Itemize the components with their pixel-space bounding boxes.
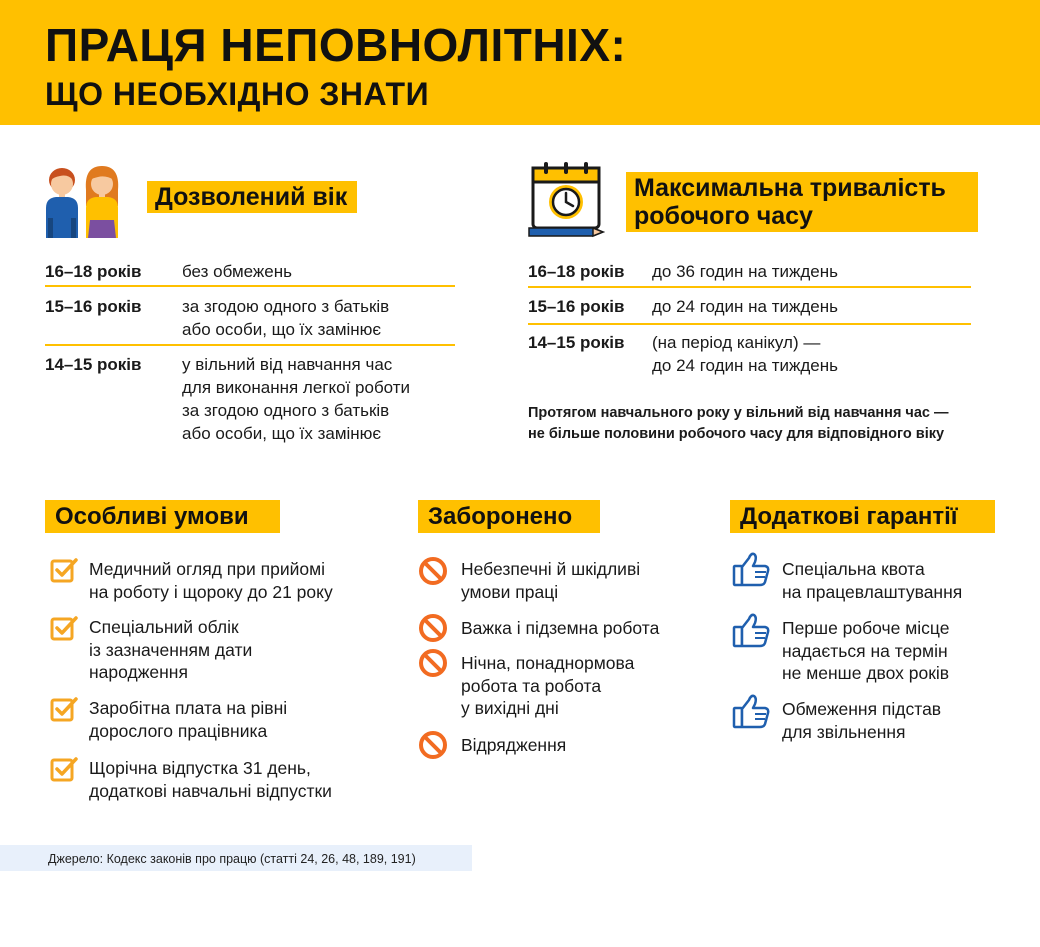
age-range: 16–18 років (528, 262, 625, 281)
page-subtitle: ЩО НЕОБХІДНО ЗНАТИ (45, 76, 430, 112)
list-item: Щорічна відпустка 31 день, додаткові навчальні відпустки (89, 758, 332, 801)
checkbox-icon (50, 696, 78, 727)
school-year-note: Протягом навчального року у вільний від навчання час — не більше половини робочого часу для відповідного віку (528, 405, 949, 442)
prohibited-icon (418, 613, 448, 648)
hours-limit: (на період канікул) — до 24 годин на тиждень (652, 333, 839, 375)
page-title: ПРАЦЯ НЕПОВНОЛІТНІХ: (45, 19, 627, 71)
checkbox-icon (50, 615, 78, 646)
heading-line: робочого часу (634, 202, 813, 230)
age-condition: без обмежень (182, 262, 292, 281)
calendar-clock-icon (527, 160, 607, 240)
age-range: 14–15 років (45, 355, 142, 374)
age-range: 16–18 років (45, 262, 142, 281)
checkbox-icon (50, 557, 78, 588)
divider (528, 286, 971, 288)
divider (528, 323, 971, 325)
prohibited-icon (418, 730, 448, 765)
list-item: Обмеження підстав для звільнення (782, 699, 942, 742)
list-item: Заробітна плата на рівні дорослого працівника (89, 698, 288, 741)
age-condition: за згодою одного з батьків або особи, що їх замінює (182, 297, 390, 339)
age-row (45, 353, 465, 445)
list-item: Спеціальна квота на працевлаштування (782, 559, 963, 602)
list-item: Важка і підземна робота (461, 618, 660, 638)
children-icon (42, 160, 122, 240)
section-heading-special-conditions: Особливі умови (45, 500, 280, 533)
age-row (45, 295, 465, 341)
age-range: 15–16 років (45, 297, 142, 316)
age-condition: у вільний від навчання час для виконання легкої роботи за згодою одного з батьків або особи, що їх замінює (182, 355, 411, 443)
hours-limit: до 36 годин на тиждень (652, 262, 839, 281)
hours-row (528, 295, 978, 319)
list-item: Медичний огляд при прийомі на роботу і щороку до 21 року (89, 559, 333, 602)
section-heading-allowed-age: Дозволений вік (147, 181, 357, 213)
list-item: Небезпечні й шкідливі умови праці (461, 559, 641, 602)
thumbs-up-icon (732, 551, 770, 592)
thumbs-up-icon (732, 693, 770, 734)
hours-row (528, 331, 978, 379)
prohibited-icon (418, 556, 448, 591)
age-row (45, 260, 465, 284)
list-item: Спеціальний облік із зазначенням дати народження (89, 617, 253, 682)
section-heading-guarantees: Додаткові гарантії (730, 500, 995, 533)
divider (45, 344, 455, 346)
age-range: 15–16 років (528, 297, 625, 316)
section-heading-prohibited: Заборонено (418, 500, 600, 533)
list-item: Нічна, понаднормова робота та робота у вихідні дні (461, 653, 635, 718)
header-banner (0, 0, 1040, 125)
checkbox-icon (50, 756, 78, 787)
hours-limit: до 24 годин на тиждень (652, 297, 839, 316)
divider (45, 285, 455, 287)
hours-row (528, 260, 978, 284)
section-heading-max-hours (626, 172, 978, 232)
thumbs-up-icon (732, 612, 770, 653)
list-item: Перше робоче місце надається на термін не менше двох років (782, 618, 950, 683)
source-note: Джерело: Кодекс законів про працю (статті 24, 26, 48, 189, 191) (0, 845, 472, 871)
list-item: Відрядження (461, 735, 567, 755)
age-range: 14–15 років (528, 333, 625, 352)
heading-line: Максимальна тривалість (634, 174, 946, 202)
prohibited-icon (418, 648, 448, 683)
